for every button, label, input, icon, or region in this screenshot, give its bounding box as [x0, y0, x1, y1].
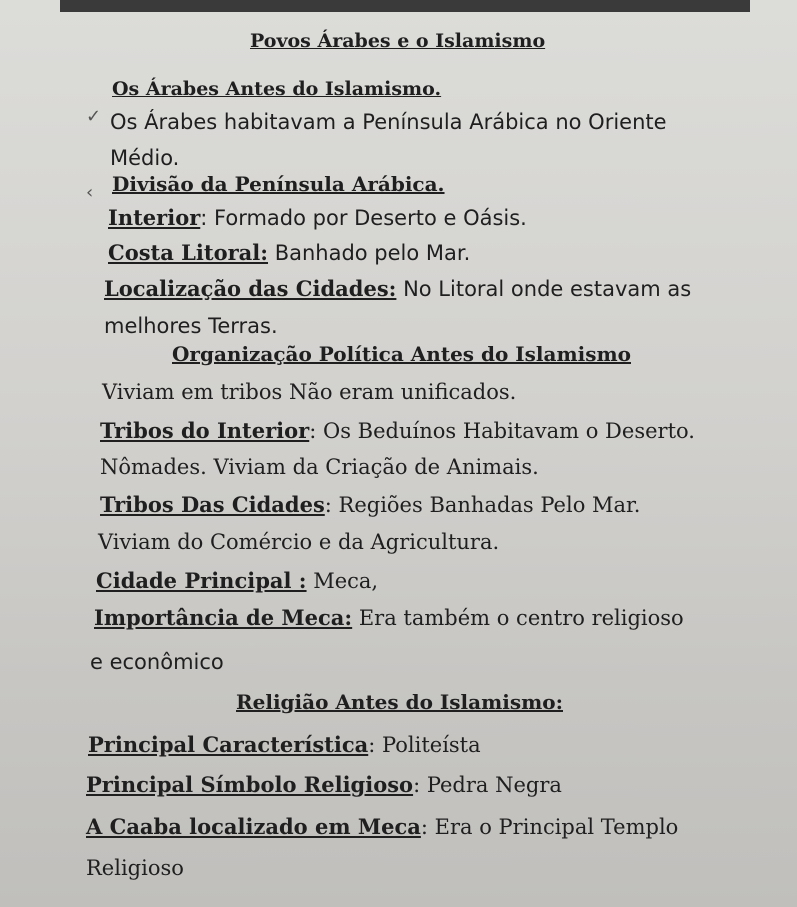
caracteristica-label: Principal Característica — [88, 732, 369, 757]
caaba-label: A Caaba localizado em Meca — [86, 814, 421, 839]
tribos-cidades-line — [100, 492, 640, 517]
caaba-text: : Era o Principal Templo — [420, 815, 679, 839]
localizacao-line — [104, 276, 691, 301]
heading-religiao: Religião Antes do Islamismo: — [236, 690, 563, 714]
caaba-line — [86, 814, 678, 839]
antes-line1: Os Árabes habitavam a Península Arábica no Oriente — [110, 110, 667, 134]
tribos-interior-label: Tribos do Interior — [100, 418, 310, 443]
caracteristica-text: : Politeísta — [368, 733, 481, 757]
localizacao-label: Localização das Cidades: — [104, 276, 397, 301]
importancia-line2: e econômico — [90, 650, 224, 674]
importancia-label: Importância de Meca: — [94, 605, 353, 630]
heading-antes: Os Árabes Antes do Islamismo. — [112, 78, 442, 100]
page-top-edge — [60, 0, 750, 12]
localizacao-line2: melhores Terras. — [104, 314, 278, 338]
antes-line2: Médio. — [110, 146, 180, 170]
costa-label: Costa Litoral: — [108, 240, 269, 265]
document-title: Povos Árabes e o Islamismo — [250, 30, 546, 52]
interior-text: : Formado por Deserto e Oásis. — [200, 206, 527, 230]
simbolo-line — [86, 772, 562, 797]
caracteristica-line — [88, 732, 481, 757]
tribos-cidades-label: Tribos Das Cidades — [100, 492, 325, 517]
interior-line — [108, 205, 527, 230]
tribos-cidades-text: : Regiões Banhadas Pelo Mar. — [324, 493, 641, 517]
costa-text: Banhado pelo Mar. — [268, 241, 471, 265]
importancia-text: Era também o centro religioso — [352, 606, 684, 630]
tribos-cidades-line2: Viviam do Comércio e da Agricultura. — [98, 530, 500, 554]
bracket-mark-icon: ‹ — [86, 182, 94, 203]
caaba-line2: Religioso — [86, 856, 184, 880]
interior-label: Interior — [108, 205, 201, 230]
simbolo-label: Principal Símbolo Religioso — [86, 772, 414, 797]
cidade-principal-label: Cidade Principal : — [96, 568, 307, 593]
simbolo-text: : Pedra Negra — [413, 773, 562, 797]
cidade-principal-text: Meca, — [306, 569, 379, 593]
heading-organizacao: Organização Política Antes do Islamismo — [172, 342, 631, 366]
tribos-interior-line — [100, 418, 695, 443]
costa-line — [108, 240, 470, 265]
importancia-line — [94, 605, 684, 630]
tribos-interior-text: : Os Beduínos Habitavam o Deserto. — [309, 419, 695, 443]
tribos-interior-line2: Nômades. Viviam da Criação de Animais. — [100, 455, 539, 479]
organizacao-line1: Viviam em tribos Não eram unificados. — [102, 380, 517, 404]
cidade-principal-line — [96, 568, 378, 593]
checkmark-icon: ✓ — [86, 106, 102, 127]
heading-divisao: Divisão da Península Arábica. — [112, 172, 445, 196]
localizacao-text: No Litoral onde estavam as — [396, 277, 692, 301]
